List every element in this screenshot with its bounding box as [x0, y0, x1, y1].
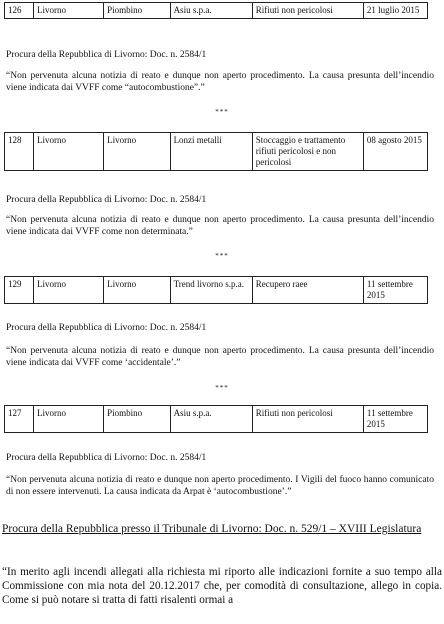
source-reference: Procura della Repubblica di Livorno: Doc. n. 2584/1: [6, 50, 207, 60]
cell-date: 21 luglio 2015: [363, 3, 427, 19]
cell-municipality: Livorno: [104, 133, 170, 171]
table-row: [5, 277, 428, 304]
source-reference: Procura della Repubblica di Livorno: Doc. n. 2584/1: [6, 195, 207, 205]
separator-stars: ***: [215, 108, 229, 116]
cell-company: Asiu s.p.a.: [170, 3, 252, 19]
cell-date: 11 settembre 2015: [363, 406, 427, 433]
cell-municipality: Livorno: [104, 277, 170, 304]
cell-company: Trend livorno s.p.a.: [170, 277, 252, 304]
section-body-text: “In merito agli incendi allegati alla richiesta mi riporto alle indicazioni fornite a suo tempo alla Commissione con mia nota del 20.12.2017 che, per comodità di consultazione, allego in copia. Come si può notare si tratta di fatti risalenti ormai a: [2, 566, 442, 606]
cell-activity: Recupero raee: [252, 277, 363, 304]
cell-date: 11 settembre 2015: [363, 277, 427, 304]
cell-province: Livorno: [34, 3, 104, 19]
incident-table-126: [4, 2, 428, 19]
separator-stars: ***: [215, 252, 229, 260]
cell-activity: Rifiuti non pericolosi: [252, 3, 363, 19]
cell-activity: Stoccaggio e trattamento rifiuti pericolosi e non pericolosi: [252, 133, 363, 171]
quote-text: “Non pervenuta alcuna notizia di reato e dunque non aperto procedimento. La causa presunta dell’incendio viene indicata dai VVFF come ‘accidentale’.”: [6, 346, 434, 368]
incident-table-128: [4, 132, 428, 171]
table-row: [5, 3, 428, 19]
cell-activity: Rifiuti non pericolosi: [252, 406, 363, 433]
cell-province: Livorno: [34, 406, 104, 433]
cell-company: Lonzi metalli: [170, 133, 252, 171]
table-row: [5, 133, 428, 171]
source-reference: Procura della Repubblica di Livorno: Doc. n. 2584/1: [6, 323, 207, 333]
cell-number: 129: [5, 277, 34, 304]
quote-text: “Non pervenuta alcuna notizia di reato e dunque non aperto procedimento. La causa presunta dell’incendio viene indicata dai VVFF come “autocombustione”.”: [6, 71, 434, 93]
cell-number: 128: [5, 133, 34, 171]
cell-municipality: Piombino: [104, 3, 170, 19]
cell-date: 08 agosto 2015: [363, 133, 427, 171]
incident-table-129: [4, 276, 428, 304]
cell-province: Livorno: [34, 277, 104, 304]
section-heading: Procura della Repubblica presso il Tribunale di Livorno: Doc. n. 529/1 – XVIII Legislatura: [2, 523, 422, 535]
incident-table-127: [4, 405, 428, 433]
cell-number: 126: [5, 3, 34, 19]
cell-province: Livorno: [34, 133, 104, 171]
cell-company: Asiu s.p.a.: [170, 406, 252, 433]
separator-stars: ***: [215, 384, 229, 392]
cell-number: 127: [5, 406, 34, 433]
table-row: [5, 406, 428, 433]
quote-text: “Non pervenuta alcuna notizia di reato e dunque non aperto procedimento. I Vigili del fuoco hanno comunicato di non essere intervenuti. La causa indicata da Arpat è ‘autocombustione’.”: [6, 475, 434, 497]
cell-municipality: Piombino: [104, 406, 170, 433]
quote-text: “Non pervenuta alcuna notizia di reato e dunque non aperto procedimento. La causa presunta dell’incendio viene indicata dai VVFF come non determinata.”: [6, 215, 434, 237]
source-reference: Procura della Repubblica di Livorno: Doc. n. 2584/1: [6, 453, 207, 463]
